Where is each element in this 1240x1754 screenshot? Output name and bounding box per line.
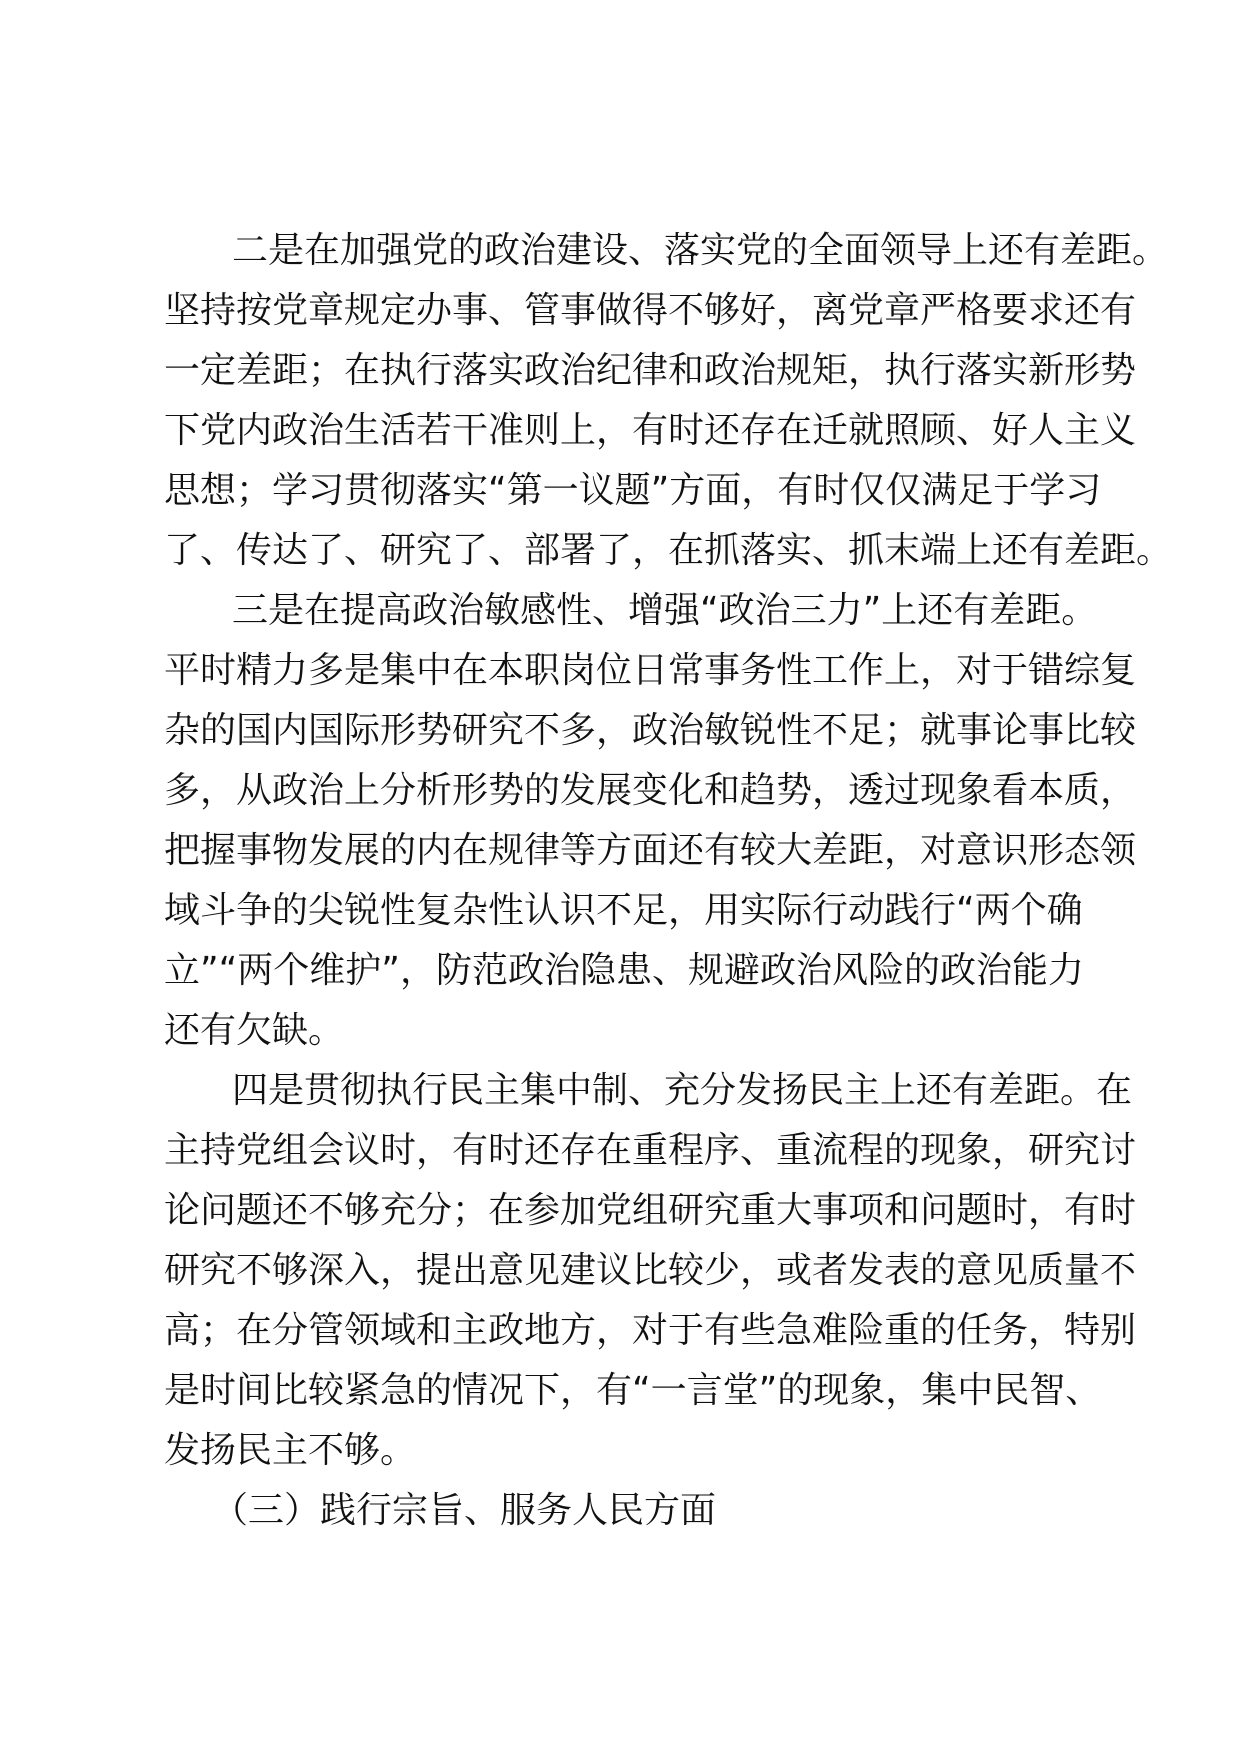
- paragraph-line: 多，从政治上分析形势的发展变化和趋势，透过现象看本质，: [164, 770, 1137, 811]
- paragraph-line: 坚持按党章规定办事、管事做得不够好，离党章严格要求还有: [164, 290, 1137, 331]
- section-heading-text: （三）践行宗旨、服务人民方面: [212, 1490, 717, 1531]
- paragraph-line: 三是在提高政治敏感性、增强“政治三力”上还有差距。: [232, 590, 1098, 631]
- paragraph-line: 二是在加强党的政治建设、落实党的全面领导上还有差距。: [232, 230, 1169, 271]
- paragraph-line: 高；在分管领域和主政地方，对于有些急难险重的任务，特别: [164, 1310, 1137, 1351]
- paragraph-line: 了、传达了、研究了、部署了，在抓落实、抓末端上还有差距。: [164, 530, 1173, 571]
- paragraph-line: 杂的国内国际形势研究不多，政治敏锐性不足；就事论事比较: [164, 710, 1137, 751]
- paragraph-line: 一定差距；在执行落实政治纪律和政治规矩，执行落实新形势: [164, 350, 1137, 391]
- paragraph-line: 域斗争的尖锐性复杂性认识不足，用实际行动践行“两个确: [164, 890, 1083, 931]
- paragraph-line: 把握事物发展的内在规律等方面还有较大差距，对意识形态领: [164, 830, 1137, 871]
- paragraph-line: 主持党组会议时，有时还存在重程序、重流程的现象，研究讨: [164, 1130, 1137, 1171]
- paragraph-point-three: [164, 581, 1137, 1061]
- paragraph-line: 研究不够深入，提出意见建议比较少，或者发表的意见质量不: [164, 1250, 1137, 1291]
- paragraph-line: 还有欠缺。: [164, 1010, 345, 1051]
- paragraph-point-two: [164, 221, 1173, 581]
- paragraph-line: 发扬民主不够。: [164, 1430, 417, 1471]
- paragraph-line: 论问题还不够充分；在参加党组研究重大事项和问题时，有时: [164, 1190, 1137, 1231]
- paragraph-line: 思想；学习贯彻落实“第一议题”方面，有时仅仅满足于学习: [164, 470, 1102, 511]
- section-heading-three: [164, 1481, 1074, 1541]
- paragraph-line: 平时精力多是集中在本职岗位日常事务性工作上，对于错综复: [164, 650, 1137, 691]
- paragraph-line: 是时间比较紧急的情况下，有“一言堂”的现象，集中民智、: [164, 1370, 1102, 1411]
- paragraph-line: 四是贯彻执行民主集中制、充分发扬民主上还有差距。在: [232, 1070, 1133, 1111]
- paragraph-line: 下党内政治生活若干准则上，有时还存在迁就照顾、好人主义: [164, 410, 1137, 451]
- document-body: [164, 221, 1173, 1541]
- paragraph-point-four: [164, 1061, 1137, 1481]
- paragraph-line: 立”“两个维护”，防范政治隐患、规避政治风险的政治能力: [164, 950, 1084, 991]
